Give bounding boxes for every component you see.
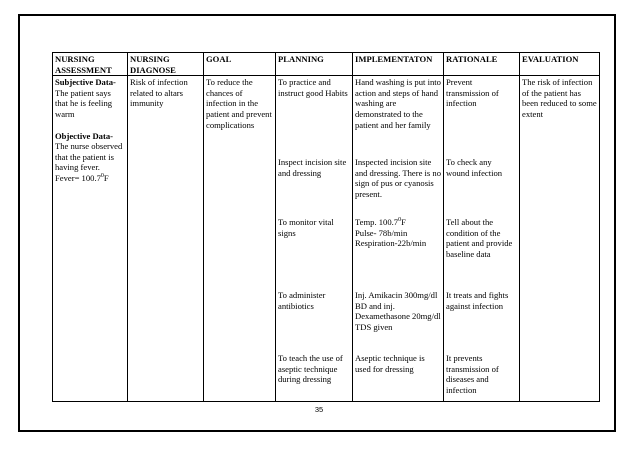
respiration-reading: Respiration-22b/min: [355, 238, 427, 249]
subjective-data-text: The patient says that he is feeling warm: [55, 87, 113, 119]
temperature-degree: 0: [398, 217, 402, 224]
implementation-cell: [353, 76, 444, 402]
implementation-aseptic: Aseptic technique is used for dressing: [355, 353, 425, 374]
implementation-injection: Inj. Amikacin 300mg/dl BD and inj. Dexamethasone 20mg/dl TDS given: [355, 290, 441, 332]
spacer: [55, 120, 125, 131]
implementation-vitals: [355, 217, 441, 290]
rationale-item-infection: Prevent transmission of infection: [446, 77, 499, 109]
rationale-item-treatment: It treats and fights against infection: [446, 290, 509, 311]
planning-item-antibiotics: To administer antibiotics: [278, 290, 326, 311]
header-assessment: NURSING ASSESSMENT: [53, 53, 128, 76]
subjective-data-title: Subjective Data-: [55, 77, 116, 88]
planning-item-aseptic: To teach the use of aseptic technique during dressing: [278, 353, 343, 385]
goal-cell: To reduce the chances of infection in the patient and prevent complications: [204, 76, 276, 402]
assessment-cell: [53, 76, 128, 402]
objective-data-text: The nurse observed that the patient is having fever.: [55, 141, 123, 173]
rationale-cell: [444, 76, 520, 402]
planning-cell: [276, 76, 353, 402]
fever-label: Fever= 100.7: [55, 172, 101, 183]
header-rationale: RATIONALE: [444, 53, 520, 76]
pulse-reading: Pulse- 78b/min: [355, 227, 408, 238]
evaluation-cell: The risk of infection of the patient has been reduced to some extent: [520, 76, 600, 402]
planning-item-incision: Inspect incision site and dressing: [278, 157, 347, 178]
nursing-care-plan-table: [52, 52, 600, 402]
table-row: [53, 76, 600, 402]
temperature-label: Temp. 100.7: [355, 217, 399, 228]
fever-unit: F: [103, 172, 109, 183]
fever-degree: 0: [100, 173, 104, 180]
planning-item-hygiene: To practice and instruct good Habits: [278, 77, 348, 98]
header-implementation: IMPLEMENTATON: [353, 53, 444, 76]
diagnose-cell: Risk of infection related to altars immunity: [128, 76, 204, 402]
rationale-item-prevention: It prevents transmission of diseases and infection: [446, 353, 499, 395]
implementation-handwash: Hand washing is put into action and steps of hand washing are demonstrated to the patient and her family: [355, 77, 441, 130]
fever-reading: [55, 173, 125, 184]
header-evaluation: EVALUATION: [520, 53, 600, 76]
rationale-item-baseline: Tell about the condition of the patient and provide baseline data: [446, 217, 513, 259]
temperature-unit: F: [401, 217, 406, 228]
implementation-incision: Inspected incision site and dressing. There is no sign of pus or cyanosis present.: [355, 157, 442, 199]
objective-data-title: Objective Data-: [55, 130, 113, 141]
temperature-reading: [355, 217, 441, 228]
header-planning: PLANNING: [276, 53, 353, 76]
header-diagnose: NURSING DIAGNOSE: [128, 53, 204, 76]
table-header-row: [53, 53, 600, 76]
rationale-item-wound: To check any wound infection: [446, 157, 503, 178]
page-number: 35: [314, 405, 324, 414]
header-goal: GOAL: [204, 53, 276, 76]
planning-item-vitals: To monitor vital signs: [278, 217, 334, 238]
